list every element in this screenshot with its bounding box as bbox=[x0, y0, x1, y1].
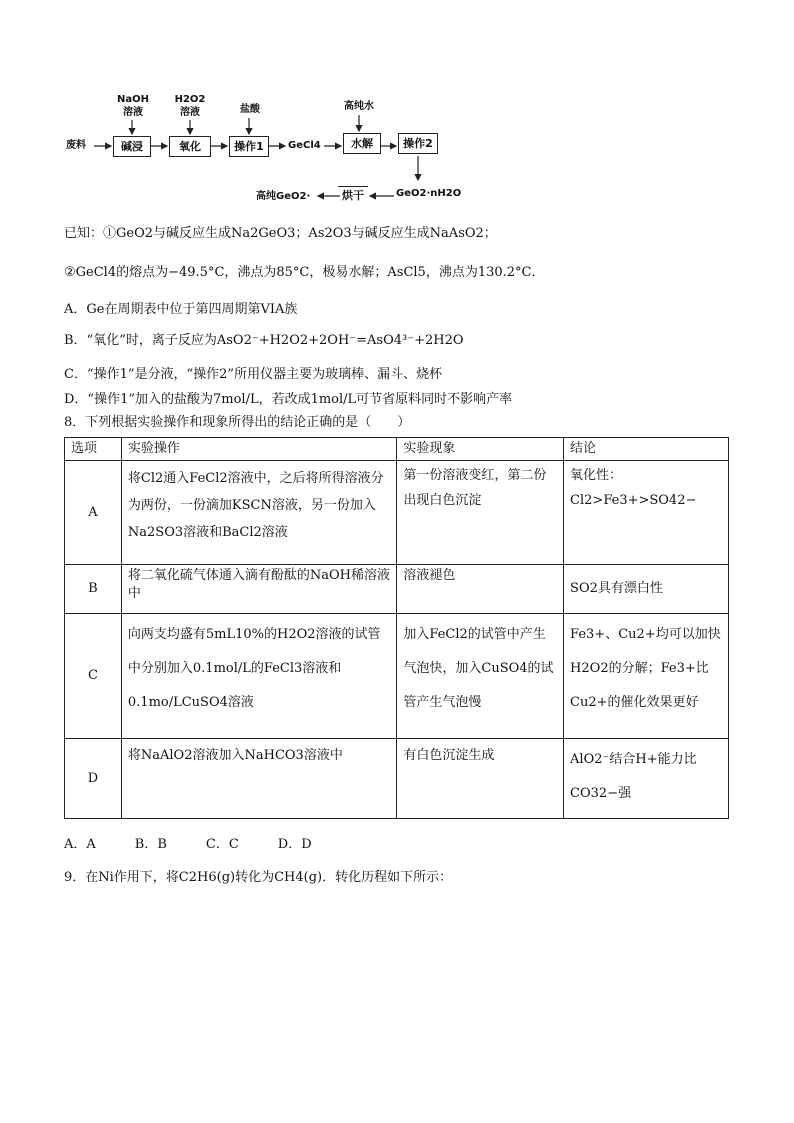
row-phenomenon: 加入FeCl2的试管中产生气泡快，加入CuSO4的试管产生气泡慢 bbox=[397, 614, 564, 739]
row-label: B bbox=[65, 565, 122, 614]
row-operation: 向两支均盛有5mL10%的H2O2溶液的试管中分别加入0.1mol/L的FeCl3溶液和0.1mo/LCuSO4溶液 bbox=[121, 614, 397, 739]
row-phenomenon: 有白色沉淀生成 bbox=[397, 739, 564, 819]
q8-table bbox=[64, 437, 729, 819]
flow-box-operation-2: 操作2 bbox=[398, 133, 438, 154]
row-label: D bbox=[65, 739, 122, 819]
q9-stem: 9．在Ni作用下，将C2H6(g)转化为CH4(g)．转化历程如下所示： bbox=[64, 870, 453, 885]
q8-answer-choices: A．A B．B C．C D．D bbox=[64, 837, 312, 852]
row-label: A bbox=[65, 461, 122, 565]
flow-box-alkaline-leach: 碱浸 bbox=[113, 136, 151, 157]
header-phenomenon: 实验现象 bbox=[397, 438, 564, 461]
q7-option-d: D．“操作1”加入的盐酸为7mol/L，若改成1mol/L可节省原料同时不影响产率 bbox=[64, 392, 513, 407]
known-text-1: GeO2与碱反应生成Na2GeO3；As2O3与碱反应生成NaAsO2； bbox=[116, 226, 497, 241]
known-line-1 bbox=[64, 226, 497, 242]
reagent-naoh-line2: 溶液 bbox=[123, 107, 143, 118]
flow-box-drying: 烘干 bbox=[338, 186, 368, 205]
flow-box-operation-1: 操作1 bbox=[229, 136, 269, 157]
known-line-2: ②GeCl4的熔点为−49.5°C，沸点为85°C，极易水解；AsCl5，沸点为130.2°C． bbox=[64, 265, 545, 280]
reagent-pure-water: 高纯水 bbox=[344, 101, 374, 112]
row-conclusion: SO2具有漂白性 bbox=[564, 565, 729, 614]
reagent-h2o2-line1: H2O2 bbox=[174, 94, 206, 105]
flow-start-label: 废料 bbox=[66, 140, 86, 151]
q7-option-c: C．“操作1”是分液，“操作2”所用仪器主要为玻璃棒、漏斗、烧杯 bbox=[64, 367, 443, 382]
row-operation: 将NaAlO2溶液加入NaHCO3溶液中 bbox=[121, 739, 397, 819]
row-operation: 将Cl2通入FeCl2溶液中，之后将所得溶液分为两份，一份滴加KSCN溶液，另一份加入Na2SO3溶液和BaCl2溶液 bbox=[121, 461, 397, 565]
reagent-hcl: 盐酸 bbox=[240, 104, 260, 115]
reagent-naoh-line1: NaOH bbox=[117, 94, 149, 105]
table-row bbox=[65, 739, 729, 819]
table-header-row bbox=[65, 438, 729, 461]
row-phenomenon: 第一份溶液变红，第二份出现白色沉淀 bbox=[397, 461, 564, 565]
row-label: C bbox=[65, 614, 122, 739]
header-conclusion: 结论 bbox=[564, 438, 729, 461]
q8-stem: 8．下列根据实验操作和现象所得出的结论正确的是（ ） bbox=[64, 415, 411, 430]
table-row bbox=[65, 614, 729, 739]
row-conclusion: Fe3+、Cu2+均可以加快H2O2的分解；Fe3+比Cu2+的催化效果更好 bbox=[564, 614, 729, 739]
known-prefix: 已知：① bbox=[64, 226, 117, 241]
flow-box-oxidation: 氧化 bbox=[169, 136, 211, 157]
row-conclusion: 氧化性：Cl2>Fe3+>SO42− bbox=[564, 461, 729, 565]
header-operation: 实验操作 bbox=[121, 438, 397, 461]
table-row bbox=[65, 461, 729, 565]
reagent-h2o2-line2: 溶液 bbox=[180, 107, 200, 118]
row-phenomenon: 溶液褪色 bbox=[397, 565, 564, 614]
q7-option-b: B．“氧化”时，离子反应为AsO2⁻+H2O2+2OH⁻=AsO4³⁻+2H2O bbox=[64, 333, 464, 348]
row-conclusion: AlO2⁻结合H+能力比CO32−强 bbox=[564, 739, 729, 819]
table-row bbox=[65, 565, 729, 614]
q7-option-a: A．Ge在周期表中位于第四周期第VIA族 bbox=[64, 302, 298, 317]
product-hydrate: GeO2·nH2O bbox=[396, 188, 462, 199]
row-operation: 将二氧化硫气体通入滴有酚酞的NaOH稀溶液中 bbox=[121, 565, 397, 614]
header-option: 选项 bbox=[65, 438, 122, 461]
flow-box-hydrolysis: 水解 bbox=[343, 133, 381, 154]
intermediate-gecl4: GeCl4 bbox=[288, 140, 321, 151]
product-pure-geo2: 高纯GeO2· bbox=[256, 191, 311, 202]
